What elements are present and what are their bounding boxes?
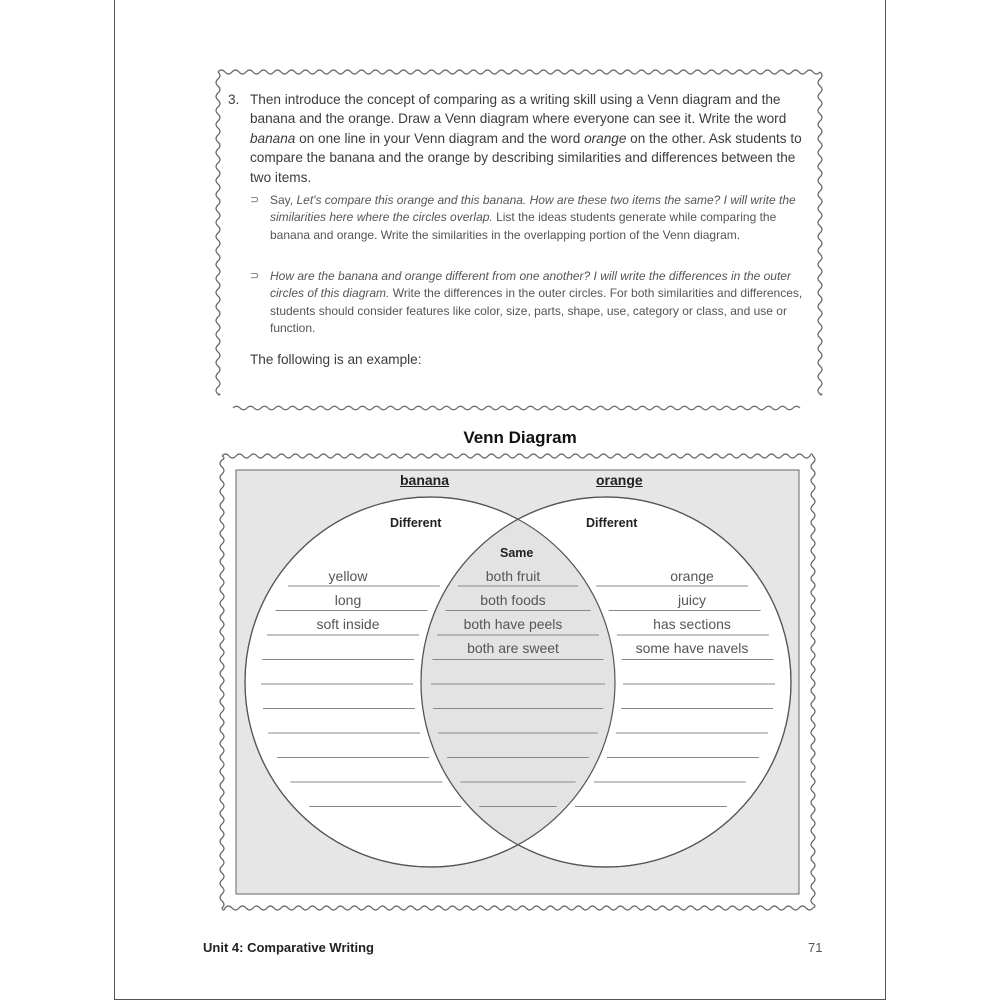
arrow-icon: ⊃ (250, 270, 260, 282)
step-text: Then introduce the concept of comparing as a writing skill using a Venn diagram and the banana and the orange. Draw a Venn diagram where everyone can see it. Write the word banana on one line in your Venn diagram and the word orange on the other. Ask students to compare the banana and the orange by describing similarities and differences between the two items. (250, 92, 802, 185)
footer-unit: Unit 4: Comparative Writing (203, 940, 374, 955)
word-banana: banana (250, 130, 296, 146)
left-item: soft inside (316, 616, 380, 632)
arrow-icon: ⊃ (250, 194, 260, 206)
venn-title: Venn Diagram (463, 428, 577, 447)
right-item: juicy (677, 592, 706, 608)
left-item: yellow (328, 568, 368, 584)
right-heading: Different (586, 516, 638, 530)
right-item: has sections (653, 616, 731, 632)
step-3 (228, 90, 808, 187)
middle-item: both have peels (463, 616, 563, 632)
left-item: long (334, 592, 362, 608)
word-orange: orange (584, 130, 627, 146)
bullet-1: ⊃ Say, Let's compare this orange and this banana. How are these two items the same? I will write the similarities here where the circles overlap. List the ideas students generate while comparing the banana and orange. Write the similarities in the overlapping portion of the Venn diagram. (250, 193, 796, 242)
middle-item: both are sweet (467, 640, 559, 656)
right-item: some have navels (635, 640, 749, 656)
right-circle-label: orange (596, 472, 643, 488)
bullet-2: ⊃ How are the banana and orange different from one another? I will write the differences in the outer circles of this diagram. Write the differences in the outer circles. For both similarities and differences, students should consider features like color, size, parts, shape, use, category or class, and use or function. (250, 269, 803, 336)
middle-item: both fruit (485, 568, 541, 584)
page-number: 71 (808, 940, 823, 955)
right-item: orange (670, 568, 714, 584)
example-text: The following is an example: (250, 352, 422, 367)
left-heading: Different (390, 516, 442, 530)
step-number: 3. (228, 92, 240, 107)
middle-heading: Same (500, 546, 534, 560)
middle-item: both foods (480, 592, 546, 608)
divider-wave (233, 406, 800, 410)
left-circle-label: banana (400, 472, 450, 488)
